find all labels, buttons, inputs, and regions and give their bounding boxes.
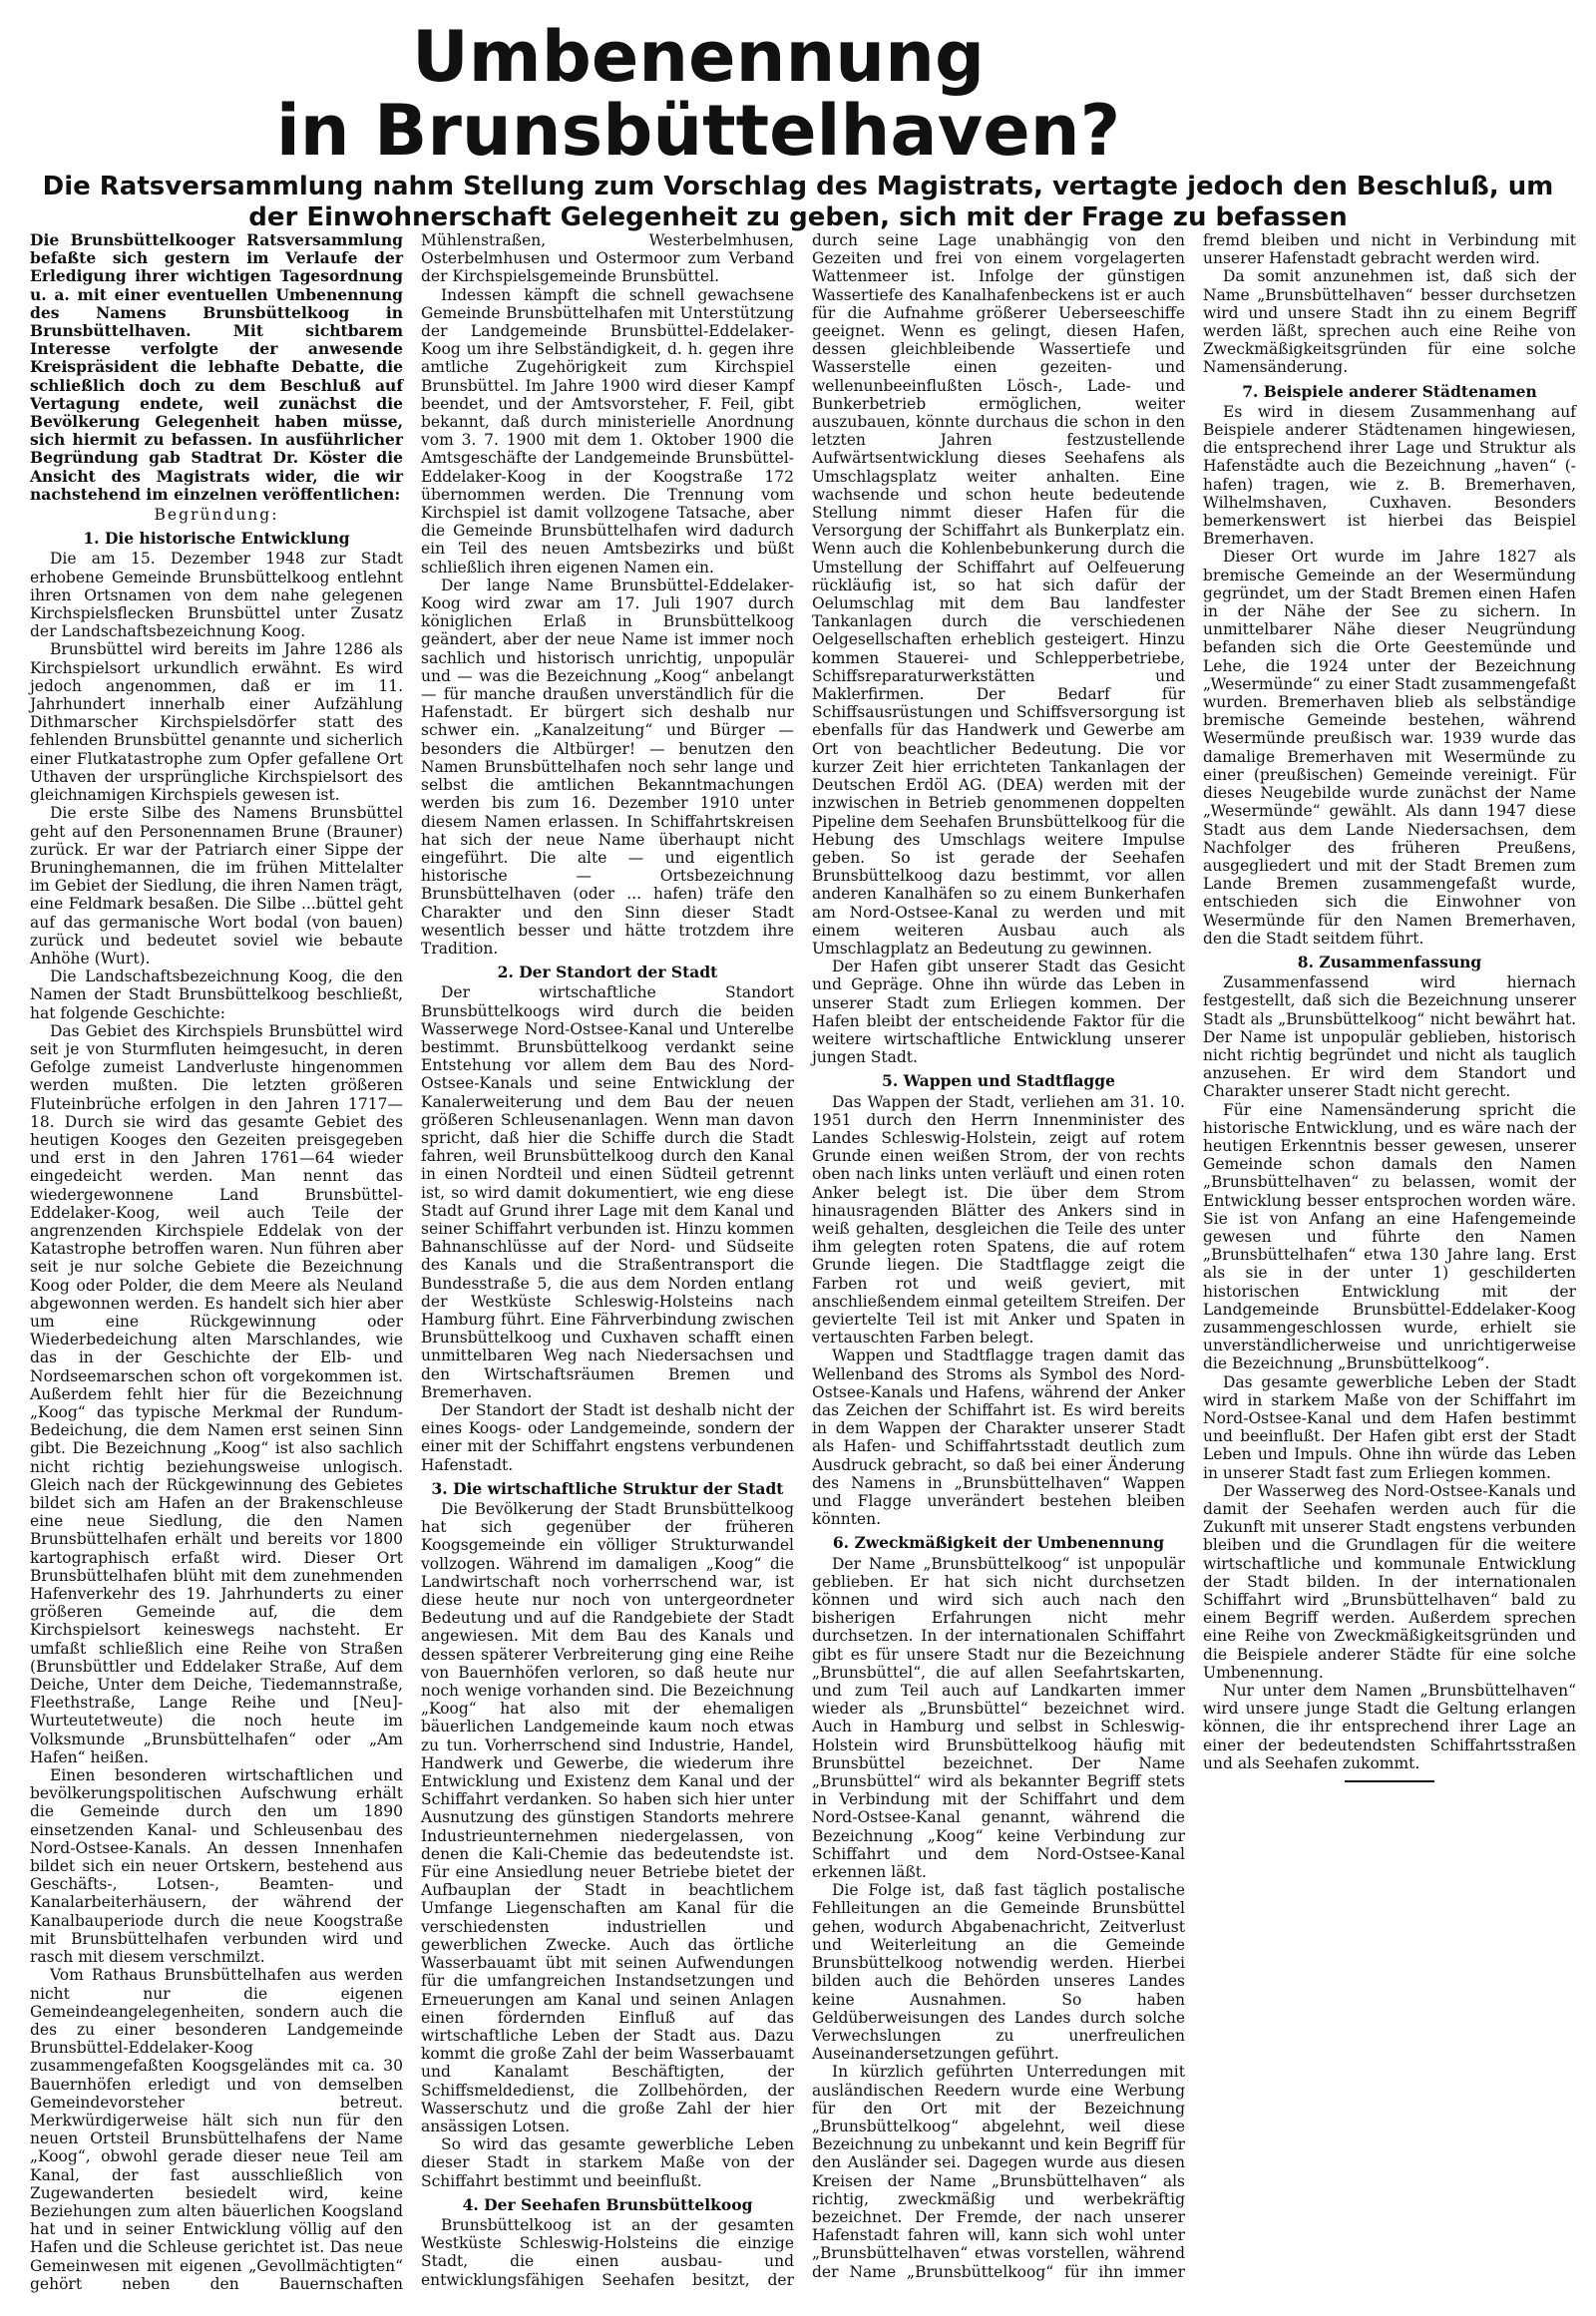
paragraph: Einen besonderen wirtschaftlichen und bevölkerungspolitischen Aufschwung erhält die Gemeinde durch den um 1890 einsetzenden Kanal- und Schleusenbau des Nord-Ostsee-Kanals. An dessen Innenhafen bildet sich ein neuer Ortskern, bestehend aus Geschäfts-, Lotsen-, Beamten- und Kanalarbeiterhäusern, der während der Kanalbauperiode durch die neue Koogstraße mit Brunsbüttelhafen verbunden wird und rasch mit diesem verschmilzt. (30, 1766, 403, 1967)
article-body (30, 231, 1576, 2306)
paragraph: Der lange Name Brunsbüttel-Eddelaker-Koog wird zwar am 17. Juli 1907 durch königlichen Erlaß in Brunsbüttelkoog geändert, aber der neue Name ist immer noch sachlich und historisch unrichtig, unpopulär und — was die Bezeichnung „Koog“ anbelangt — für manche draußen unverständlich für die Hafenstadt. Er bürgert sich deshalb nur schwer ein. „Kanalzeitung“ und Bürger — besonders die Altbürger! — benutzen den Namen Brunsbüttelhafen noch sehr lange und selbst die amtlichen Bekanntmachungen werden bis zum 16. Dezember 1910 unter diesem Namen erlassen. In Schiffahrtskreisen hat sich der neue Name überhaupt nicht eingeführt. Die alte — und eigentlich historische — Ortsbezeichnung Brunsbüttelhaven (oder ... hafen) träfe den Charakter und den Sinn dieser Stadt wesentlich besser und hätte trotzdem ihre Tradition. (421, 576, 794, 958)
paragraph: Die Landschaftsbezeichnung Koog, die den Namen der Stadt Brunsbüttelkoog beschließt, hat folgende Geschichte: (30, 967, 403, 1022)
section-heading-5: 5. Wappen und Stadtflagge (882, 1071, 1115, 1091)
section-heading-4: 4. Der Seehafen Brunsbüttelkoog (462, 2194, 753, 2214)
paragraph: Zusammenfassend wird hiernach festgestellt, daß sich die Bezeichnung unserer Stadt als „Brunsbüttelkoog“ nicht bewährt hat. Der Name ist unpopulär geblieben, historisch nicht richtig begründet und nicht als tauglich anzusehen. Er wird dem Standort und Charakter unserer Stadt nicht gerecht. (1203, 973, 1576, 1101)
begruendung-heading: Begründung: (154, 506, 279, 525)
paragraph: Es wird in diesem Zusammenhang auf Beispiele anderer Städtenamen hingewiesen, die entsprechend ihrer Lage und Struktur als Hafenstädte auch die Bezeichnung „haven“ (-hafen) tragen, wie z. B. Bremerhaven, Wilhelmshaven, Cuxhaven. Besonders bemerkenswert ist hierbei das Beispiel Bremerhaven. (1203, 402, 1576, 549)
section-heading-1: 1. Die historische Entwicklung (83, 529, 350, 549)
end-rule (1345, 1780, 1434, 1782)
paragraph: Die am 15. Dezember 1948 zur Stadt erhobene Gemeinde Brunsbüttelkoog entlehnt ihren Ortsnamen von dem nahe gelegenen Kirchspielsflecken Brunsbüttel unter Zusatz der Landschaftsbezeichnung Koog. (30, 550, 403, 641)
paragraph: Die Folge ist, daß fast täglich postalische Fehlleitungen an die Gemeinde Brunsbüttel gehen, wodurch Abgabenachricht, Zeitverlust und Weiterleitung an die Gemeinde Brunsbüttelkoog notwendig werden. Hierbei bilden auch die Behörden unseres Landes keine Ausnahmen. So haben Geldüberweisungen des Landes durch solche Verwechslungen zu unerfreulichen Auseinandersetzungen geführt. (812, 1881, 1185, 2064)
article-lead: Die Brunsbüttelkooger Ratsversammlung befaßte sich gestern im Verlaufe der Erledigung ihrer wichtigen Tagesordnung u. a. mit einer eventuellen Umbenennung des Namens Brunsbüttelkoog in Brunsbüttelhaven. Mit sichtbarem Interesse verfolgte der anwesende Kreispräsident die lebhafte Debatte, die schließlich doch zu dem Beschluß auf Vertagung endete, weil zunächst die Bevölkerung Gelegenheit haben müsse, sich hiermit zu befassen. In ausführlicher Begründung gab Stadtrat Dr. Köster die Ansicht des Magistrats wider, die wir nachstehend im einzelnen veröffentlichen: (30, 230, 403, 504)
paragraph: Das Wappen der Stadt, verliehen am 31. 10. 1951 durch den Herrn Innenminister des Landes Schleswig-Holstein, zeigt auf rotem Grunde einen weißen Strom, der von rechts oben nach links unten verläuft und einen roten Anker belegt ist. Die über dem Strom hinausragenden Blätter des Ankers sind in weiß gehalten, desgleichen die Teile des unter ihm gelegten roten Spatens, die auf rotem Grunde liegen. Die Stadtflagge zeigt die Farben rot und weiß geviert, mit anschließendem einmal geteiltem Streifen. Der geviertelte Teil ist mit Anker und Spaten in vertauschten Farben belegt. (812, 1092, 1185, 1348)
paragraph: Das Gebiet des Kirchspiels Brunsbüttel wird seit je von Sturmfluten heimgesucht, in deren Gefolge zumeist Landverluste hingenommen werden mußten. Die letzten größeren Fluteinbrüche erfolgen in den Jahren 1717—18. Durch sie wird das gesamte Gebiet des heutigen Kooges den Gezeiten preisgegeben und erst in den Jahren 1761—64 wieder eingedeicht werden. Man nennt das wiedergewonnene Land Brunsbüttel-Eddelaker-Koog, weil auch Teile der angrenzenden Kirchspiele Eddelak von der Katastrophe betroffen waren. Nun führen aber seit je nur solche Gebiete die Bezeichnung Koog oder Polder, die dem Meere als Neuland abgewonnen werden. Es handelt sich hier aber um eine Rückgewinnung oder Wiederbedeichung alten Marschlandes, wie das in der Geschichte der Elb- und Nordseemarschen schon oft vorgekommen ist. Außerdem fehlt hier für die Bezeichnung „Koog“ das typische Merkmal der Rundum-Bedeichung, die dem Namen erst seinen Sinn gibt. Die Bezeichnung „Koog“ ist also sachlich nicht richtig beziehungsweise unlogisch. Gleich nach der Rückgewinnung des Gebietes bildet sich am Hafen an der Brakenschleuse eine neue Siedlung, die den Namen Brunsbüttelhafen erhält und bereits vor 1800 kartographisch erfaßt wird. Dieser Ort Brunsbüttelhafen blüht mit dem zunehmenden Hafenverkehr des 19. Jahrhunderts zu einer größeren Gemeinde auf, die dem Kirchspielsort keineswegs nachsteht. Er umfaßt schließlich eine Reihe von Straßen (Brunsbüttler und Eddelaker Straße, Auf dem Deiche, Unter dem Deiche, Tiedemannstraße, Fleethstraße, Lange Reihe und [Neu]-Wurteutetweute) die noch heute im Volksmunde „Brunsbüttelhafen“ oder „Am Hafen“ heißen. (30, 1021, 403, 1766)
headline-line-1: Umbenennung (411, 16, 986, 98)
paragraph: In kürzlich geführten Unterredungen mit ausländischen Reedern wurde eine Werbung für den Ort mit der Bezeichnung „Brunsbüttelkoog“ abgelehnt, weil diese Bezeichnung zu unbekannt und kein Begriff für den Ausländer sei. Dagegen wurde aus diesen Kreisen der Name „Brunsbüttelhaven“ als richtig, zweckmäßig und werbekräftig bezeichnet. Der Fremde, der nach unserer Hafenstadt fahren will, kann sich wohl unter „Brunsbüttelhaven“ etwas vorstellen, während der Name „Brunsbüttelkoog“ für ihn immer fremd bleiben und nicht in Verbindung mit unserer Hafenstadt gebracht werden wird. (812, 231, 1576, 2281)
paragraph: Indessen kämpft die schnell gewachsene Gemeinde Brunsbüttelhafen mit Unterstützung der Landgemeinde Brunsbüttel-Eddelaker-Koog um ihre Selbständigkeit, d. h. gegen ihre amtliche Zugehörigkeit zum Kirchspiel Brunsbüttel. Im Jahre 1900 wird dieser Kampf beendet, und der Amtsvorsteher, F. Feil, gibt bekannt, daß durch ministerielle Anordnung vom 3. 7. 1900 mit dem 1. Oktober 1900 die Amtsgeschäfte der Landgemeinde Brunsbüttel-Eddelaker-Koog in der Koogstraße 172 übernommen werden. Die Trennung vom Kirchspiel ist damit vollzogene Tatsache, aber die Gemeinde Brunsbüttelhafen wird dadurch ein Teil des neuen Amtsbezirks und büßt schließlich ihren eigenen Namen ein. (421, 285, 794, 577)
paragraph: Da somit anzunehmen ist, daß sich der Name „Brunsbüttelhaven“ besser durchsetzen wird und unsere Stadt ihn zu einem Begriff werden läßt, sprechen auch eine Reihe von Zweckmäßigkeitsgründen für eine solche Namensänderung. (1203, 267, 1576, 377)
paragraph: Der Wasserweg des Nord-Ostsee-Kanals und damit der Seehafen werden auch für die Zukunft mit unserer Stadt engstens verbunden bleiben und die Grundlagen für die weitere wirtschaftliche und kommunale Entwicklung der Stadt bilden. In der internationalen Schiffahrt wird „Brunsbüttelhaven“ bald zu einem Begriff werden. Außerdem sprechen eine Reihe von Zweckmäßigkeitsgründen und die Beispiele anderer Städte für eine solche Umbenennung. (1203, 1481, 1576, 1682)
paragraph: Das gesamte gewerbliche Leben der Stadt wird in starkem Maße von der Schiffahrt im Nord-Ostsee-Kanal und dem Hafen bestimmt und beeinflußt. Der Hafen gibt erst der Stadt Leben und Impuls. Ohne ihn würde das Leben in unserer Stadt fast zum Erliegen kommen. (1203, 1372, 1576, 1482)
paragraph: Für eine Namensänderung spricht die historische Entwicklung, und es wäre nach der heutigen Erkenntnis besser gewesen, unserer Gemeinde schon damals den Namen „Brunsbüttelhaven“ zu belassen, womit der Entwicklung besser entsprochen worden wäre. Sie ist von Anfang an eine Hafengemeinde gewesen und führte den Namen „Brunsbüttelhafen“ etwa 130 Jahre lang. Erst als sie in der unter 1) geschilderten historischen Entwicklung mit der Landgemeinde Brunsbüttel-Eddelaker-Koog zusammengeschlossen wurde, erhielt sie unverständlicherweise und unrichtigerweise die Bezeichnung „Brunsbüttelkoog“. (1203, 1100, 1576, 1373)
article-headline (249, 16, 1147, 172)
paragraph: Der Name „Brunsbüttelkoog“ ist unpopulär geblieben. Er hat sich nicht durchsetzen können und wird sich auch nach den bisherigen Erfahrungen nicht mehr durchsetzen. In der internationalen Schiffahrt gibt es für unsere Stadt nur die Bezeichnung „Brunsbüttel“, die auf allen Seefahrtskarten, und zum Teil auch auf Landkarten immer wieder als „Brunsbüttel“ bezeichnet wird. Auch in Hamburg und selbst in Schleswig-Holstein wird Brunsbüttelkoog häufig mit Brunsbüttel bezeichnet. Der Name „Brunsbüttel“ wird als bekannter Begriff stets in Verbindung mit der Schiffahrt und dem Nord-Ostsee-Kanal genannt, während die Bezeichnung „Koog“ keine Verbindung zur Schiffahrt und dem Nord-Ostsee-Kanal erkennen läßt. (812, 1554, 1185, 1882)
paragraph: Nur unter dem Namen „Brunsbüttelhaven“ wird unsere junge Stadt die Geltung erlangen können, die ihr entsprechend ihrer Lage an einer der bedeutendsten Schiffahrtsstraßen und als Seehafen zukommt. (1203, 1682, 1576, 1772)
section-heading-6: 6. Zweckmäßigkeit der Umbenennung (832, 1533, 1165, 1553)
paragraph: Der wirtschaftliche Standort Brunsbüttelkoogs wird durch die beiden Wasserwege Nord-Ostsee-Kanal und Unterelbe bestimmt. Brunsbüttelkoog verdankt seine Entstehung vor allem dem Bau des Nord-Ostsee-Kanals und seine Entwicklung der Kanalerweiterung und dem Bau der neuen größeren Schleusenanlagen. Wenn man davon spricht, daß hier die Schiffe durch die Stadt fahren, weil Brunsbüttelkoog durch den Kanal in einen Nordteil und einen Südteil getrennt ist, so wird damit dokumentiert, wie eng diese Stadt auf Grund ihrer Lage mit dem Kanal und seiner Schiffahrt verbunden ist. Hinzu kommen Bahnanschlüsse auf der Nord- und Südseite des Kanals und die Straßentransport die Bundesstraße 5, die aus dem Norden entlang der Westküste Schleswig-Holsteins nach Hamburg führt. Eine Fährverbindung zwischen Brunsbüttelkoog und Cuxhaven schafft einen unmittelbaren Weg nach Niedersachsen und den Wirtschaftsräumen Bremen und Bremerhaven. (421, 983, 794, 1401)
section-heading-2: 2. Der Standort der Stadt (497, 963, 718, 982)
paragraph: Die erste Silbe des Namens Brunsbüttel geht auf den Personennamen Brune (Brauner) zurück. Er war der Patriarch einer Sippe der Bruninghemannen, die im frühen Mittelalter im Gebiet der Siedlung, die ihren Namen trägt, eine Feldmark besaßen. Die Silbe ...büttel geht auf das germanische Wort bodal (von bauen) zurück und bedeutet soviel wie bebaute Anhöhe (Wurt). (30, 804, 403, 967)
section-heading-7: 7. Beispiele anderer Städtenamen (1242, 381, 1537, 401)
paragraph: Vom Rathaus Brunsbüttelhafen aus werden nicht nur die eigenen Gemeindeangelegenheiten, sondern auch die des zu einer besonderen Landgemeinde Brunsbüttel-Eddelaker-Koog zusammengefaßten Koogsgeländes mit ca. 30 Bauernhöfen erledigt und von demselben Gemeindevorsteher betreut. Merkwürdigerweise hält sich nun für den neuen Ortsteil Brunsbüttelhafens der Name „Koog“, obwohl gerade dieser neue Teil am Kanal, der fast ausschließlich von Zugewanderten besiedelt wird, keine Beziehungen zum alten bäuerlichen Koogsland hat und in seiner Entwicklung völlig auf den Hafen und die Schleuse gerichtet ist. Das neue Gemeinwesen mit eigenen „Gevollmächtigten“ gehört neben den Bauernschaften Mühlenstraßen, Westerbelmhusen, Osterbelmhusen und Ostermoor zum Verband der Kirchspielsgemeinde Brunsbüttel. (30, 231, 794, 2293)
article-subheadline: Die Ratsversammlung nahm Stellung zum Vorschlag des Magistrats, vertagte jedoch den Beschluß, um der Einwohnerschaft Gelegenheit zu geben, sich mit der Frage zu befassen (42, 172, 1554, 232)
paragraph: Der Hafen gibt unserer Stadt das Gesicht und Gepräge. Ohne ihn würde das Leben in unserer Stadt zum Erliegen kommen. Der Hafen bleibt der entscheidende Faktor für die weitere wirtschaftliche Entwicklung unserer jungen Stadt. (812, 958, 1185, 1067)
paragraph: Wappen und Stadtflagge tragen damit das Wellenband des Stroms als Symbol des Nord-Ostsee-Kanals und Hafens, während der Anker das Zeichen der Schiffahrt ist. Es wird bereits in dem Wappen der Charakter unserer Stadt als Hafen- und Schiffahrtsstadt deutlich zum Ausdruck gebracht, so daß bei einer Änderung des Namens in „Brunsbüttelhaven“ Wappen und Flagge unverändert bestehen bleiben könnten. (812, 1347, 1185, 1529)
section-heading-8: 8. Zusammenfassung (1297, 952, 1482, 971)
section-heading-3: 3. Die wirtschaftliche Struktur der Stadt (431, 1478, 784, 1498)
paragraph: Dieser Ort wurde im Jahre 1827 als bremische Gemeinde an der Wesermündung gegründet, um der Stadt Bremen einen Hafen in der Nähe der See zu sichern. In unmittelbarer Nähe dieser Neugründung befanden sich die Orte Geestemünde und Lehe, die 1924 unter der Bezeichnung „Wesermünde“ zu einer Stadt zusammengefaßt wurden. Bremerhaven blieb als selbständige bremische Gemeinde bestehen, während Wesermünde preußisch war. 1939 wurde das damalige Bremerhaven mit Wesermünde zu einer (preußischen) Gemeinde vereinigt. Für dieses Neugebilde wurde zunächst der Name „Wesermünde“ gewählt. Als dann 1947 diese Stadt aus dem Lande Niedersachsen, dem Nachfolger des früheren Preußens, ausgegliedert und mit der Stadt Bremen zum Lande Bremen zusammengefaßt wurde, entschieden sich die Einwohner von Wesermünde für den Namen Bremerhaven, den die Stadt seitdem führt. (1203, 548, 1576, 948)
paragraph: Brunsbüttelkoog ist an der gesamten Westküste Schleswig-Holsteins die einzige Stadt, die einen ausbau- und entwicklungsfähigen Seehafen besitzt, der durch seine Lage unabhängig von den Gezeiten und frei von einem vorgelagerten Wattenmeer ist. Infolge der günstigen Wassertiefe des Kanalhafenbeckens ist er auch für die Aufnahme größerer Ueberseeschiffe geeignet. Wenn es gelingt, diesen Hafen, dessen gleichbleibende Wassertiefe und Wasserstelle einen gezeiten- und wellenunbeeinflußten Lösch-, Lade- und Bunkerbetrieb ermöglichen, weiter auszubauen, könnte durchaus die schon in den letzten Jahren festzustellende Aufwärtsentwicklung dieses Seehafens als Umschlagsplatz weiter anhalten. Eine wachsende und schon heute bedeutende Stellung nimmt dieser Hafen für die Versorgung der Schiffahrt als Bunkerplatz ein. Wenn auch die Kohlenbebunkerung durch die Umstellung der Schiffahrt auf Oelfeuerung rückläufig ist, so hat sich dafür der Oelumschlag mit dem Bau landfester Tankanlagen durch die verschiedenen Oelgesellschaften erheblich gesteigert. Hinzu kommen Stauerei- und Schlepperbetriebe, Schiffsreparaturwerkstätten und Maklerfirmen. Der Bedarf für Schiffsausrüstungen und Schiffsversorgung ist ebenfalls für das Handwerk und Gewerbe am Ort von beachtlicher Bedeutung. Die vor kurzer Zeit hier errichteten Tankanlagen der Deutschen Erdöl AG. (DEA) werden mit der inzwischen in Betrieb genommenen doppelten Pipeline dem Seehafen Brunsbüttelkoog für die Hebung des Umschlags weitere Impulse geben. So ist gerade der Seehafen Brunsbüttelkoog dazu bestimmt, vor allen anderen Kanalhäfen so zu einem Bunkerhafen am Nord-Ostsee-Kanal zu werden und mit einem weiteren Ausbau auch als Umschlagplatz an Bedeutung zu gewinnen. (421, 231, 1185, 2289)
headline-line-2: in Brunsbüttelhaven? (275, 90, 1121, 172)
paragraph: Die Bevölkerung der Stadt Brunsbüttelkoog hat sich gegenüber der früheren Koogsgemeinde ein völliger Strukturwandel vollzogen. Während im damaligen „Koog“ die Landwirtschaft noch vorherrschend war, ist diese heute nur noch von untergeordneter Bedeutung und auf die Randgebiete der Stadt angewiesen. Mit dem Bau des Kanals und dessen späterer Verbreiterung ging eine Reihe von Bauernhöfen verloren, so daß heute nur noch wenige vorhanden sind. Die Bezeichnung „Koog“ hat also mit der ehemaligen bäuerlichen Landgemeinde kaum noch etwas zu tun. Vorherrschend sind Industrie, Handel, Handwerk und Gewerbe, die wiederum ihre Entwicklung und Existenz dem Kanal und der Schiffahrt verdanken. So haben sich hier unter Ausnutzung des günstigen Standorts mehrere Industrieunternehmen niedergelassen, von denen die Kali-Chemie das bedeutendste ist. Für eine Ansiedlung neuer Betriebe bietet der Aufbauplan der Stadt in beachtlichem Umfange Liegenschaften am Kanal für die verschiedensten industriellen und gewerblichen Zwecke. Auch das örtliche Wasserbauamt übt mit seinen Aufwendungen für die umfangreichen Instandsetzungen und Erneuerungen am Kanal und seinen Anlagen einen fördernden Einfluß auf das wirtschaftliche Leben der Stadt aus. Dazu kommt die große Zahl der beim Wasserbauamt und Kanalamt Beschäftigten, der Schiffsmeldedienst, die Zollbehörden, der Wasserschutz und die große Zahl der hier ansässigen Lotsen. (421, 1500, 794, 2135)
paragraph: So wird das gesamte gewerbliche Leben dieser Stadt in starkem Maße von der Schiffahrt bestimmt und beeinflußt. (421, 2135, 794, 2190)
paragraph: Der Standort der Stadt ist deshalb nicht der eines Koogs- oder Landgemeinde, sondern der einer mit der Schiffahrt engstens verbundenen Hafenstadt. (421, 1401, 794, 1474)
paragraph: Brunsbüttel wird bereits im Jahre 1286 als Kirchspielsort urkundlich erwähnt. Es wird jedoch angenommen, daß er im 11. Jahrhundert innerhalb einer Aufzählung Dithmarscher Kirchspielsdörfer statt des fehlenden Brunsbüttel genannte und sicherlich einer Flutkatastrophe zum Opfer gefallene Ort Uthaven der ursprüngliche Kirchspielsort des gleichnamigen Kirchspiels gewesen ist. (30, 640, 403, 805)
